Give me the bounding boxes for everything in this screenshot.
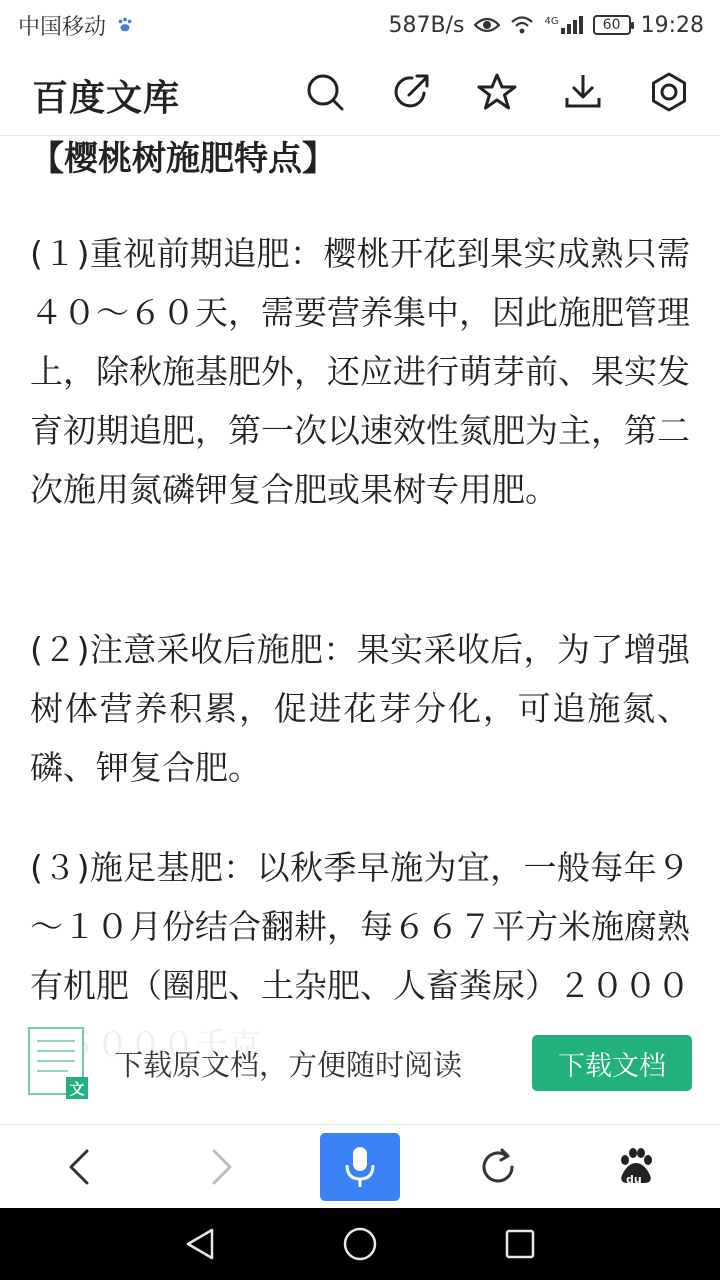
browser-toolbar xyxy=(0,1124,720,1209)
forward-icon[interactable] xyxy=(181,1133,261,1201)
download-document-button[interactable]: 下载文档 xyxy=(532,1035,692,1091)
nav-home-icon[interactable] xyxy=(340,1224,380,1264)
mic-icon[interactable] xyxy=(320,1133,400,1201)
download-banner xyxy=(0,1015,720,1110)
paragraph-1: (１)重视前期追肥：樱桃开花到果实成熟只需４０～６０天，需要营养集中，因此施肥管理上，除秋施基肥外，还应进行萌芽前、果实发育初期追肥，第一次以速效性氮肥为主，第二次施用氮磷钾复合肥或果树专用肥。 xyxy=(30,234,690,509)
search-icon[interactable] xyxy=(303,70,347,114)
settings-icon[interactable] xyxy=(647,70,691,114)
nav-recents-icon[interactable] xyxy=(500,1224,540,1264)
baidu-notification-icon xyxy=(116,16,134,34)
app-header xyxy=(0,50,720,136)
system-navigation-bar xyxy=(0,1208,720,1280)
share-icon[interactable] xyxy=(390,70,434,114)
document-content xyxy=(30,137,690,1147)
section-title: 【樱桃树施肥特点】 xyxy=(30,139,336,179)
download-prompt: 下载原文档，方便随时阅读 xyxy=(114,1048,463,1082)
battery-icon xyxy=(593,15,631,35)
baidu-paw-icon[interactable] xyxy=(596,1133,676,1201)
app-title: 百度文库 xyxy=(32,78,181,119)
status-bar xyxy=(0,0,720,50)
wifi-icon xyxy=(510,15,534,35)
eye-icon xyxy=(474,16,500,34)
paw-label: du xyxy=(626,1173,642,1186)
net-speed: 587B/s xyxy=(388,12,465,38)
cell-signal-icon xyxy=(544,16,582,34)
doc-badge: 文 xyxy=(69,1079,85,1098)
status-left xyxy=(18,10,134,41)
clock: 19:28 xyxy=(640,12,704,38)
paragraph-3: (３)施足基肥：以秋季早施为宜，一般每年９～１０月份结合翻耕，每６６７平方米施腐熟有机肥（圈肥、土杂肥、人畜粪尿）２０００ xyxy=(30,848,690,1005)
document-file-icon xyxy=(28,1027,90,1101)
paragraph-2: (２)注意采收后施肥：果实采收后，为了增强树体营养积累，促进花芽分化，可追施氮、磷、钾复合肥。 xyxy=(30,630,690,787)
network-type: 4G xyxy=(544,16,559,27)
carrier-name: 中国移动 xyxy=(18,14,107,40)
refresh-icon[interactable] xyxy=(458,1133,538,1201)
status-right xyxy=(389,13,705,38)
nav-back-icon[interactable] xyxy=(180,1224,220,1264)
battery-level: 60 xyxy=(602,17,621,33)
download-icon[interactable] xyxy=(561,70,605,114)
star-icon[interactable] xyxy=(475,70,519,114)
back-icon[interactable] xyxy=(40,1133,120,1201)
